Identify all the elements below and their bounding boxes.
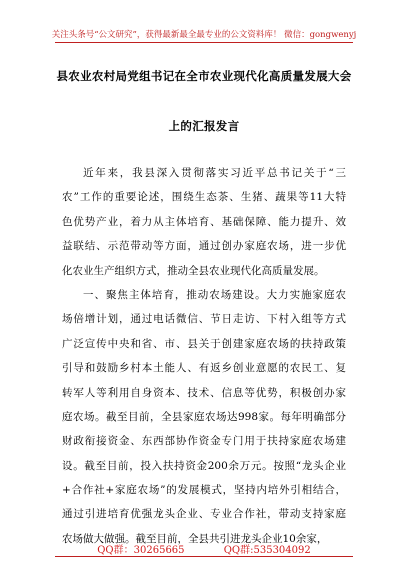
body-line: 农”工作的重要论述，围绕生态茶、生猪、蔬果等11大特 bbox=[62, 191, 346, 204]
body-line: 化农业生产组织方式，推动全县农业现代化高质量发展。 bbox=[62, 264, 325, 277]
footer-qq-group-2: QQ群:535304092 bbox=[223, 545, 311, 556]
header-divider bbox=[55, 42, 353, 43]
body-line: 农场做大做强。截至目前，全县共引进龙头企业10余家， bbox=[62, 532, 328, 545]
body-line: 转军人等利用自身资本、技术、信息等优势，积极创办家 bbox=[62, 386, 346, 399]
document-title-line-1: 县农业农村局党组书记在全市农业现代化高质量发展大会 bbox=[56, 69, 352, 83]
body-line: 近年来，我县深入贯彻落实习近平总书记关于“三 bbox=[83, 167, 346, 179]
footer-divider bbox=[55, 556, 353, 557]
body-line: 场倍增计划，通过电话微信、节日走访、下村入组等方式 bbox=[62, 313, 346, 326]
body-line: 财政衔接资金、东西部协作资金专门用于扶持家庭农场建 bbox=[62, 435, 346, 448]
body-line: 设。截至目前，投入扶持资金200余万元。按照“龙头企业 bbox=[62, 459, 346, 472]
document-body bbox=[62, 161, 346, 551]
footer-qq-group-1: QQ群：30265665 bbox=[97, 545, 185, 556]
document-title-line-2: 上的汇报发言 bbox=[168, 119, 240, 133]
body-line: 庭农场。截至目前，全县家庭农场达998家。每年明确部分 bbox=[62, 410, 346, 423]
body-line: 色优势产业，着力从主体培育、基础保障、能力提升、效 bbox=[62, 215, 346, 228]
header-banner: 关注头条号“公文研究”，获得最新最全最专业的公文资料库！ 微信：gongwenyj bbox=[51, 30, 357, 40]
body-line: 通过引进培育优强龙头企业、专业合作社，带动支持家庭 bbox=[62, 508, 346, 521]
body-line: 广泛宣传中央和省、市、县关于创建家庭农场的扶持政策 bbox=[62, 337, 346, 350]
footer-contact bbox=[0, 541, 408, 556]
body-line: 一、聚焦主体培育，推动农场建设。大力实施家庭农 bbox=[83, 288, 346, 301]
body-line: 益联结、示范带动等方面，通过创办家庭农场，进一步优 bbox=[62, 240, 346, 253]
body-line: 引导和鼓励乡村本土能人、有返乡创业意愿的农民工、复 bbox=[62, 362, 346, 375]
body-line: +合作社+家庭农场”的发展模式，坚持内培外引相结合， bbox=[62, 484, 346, 497]
